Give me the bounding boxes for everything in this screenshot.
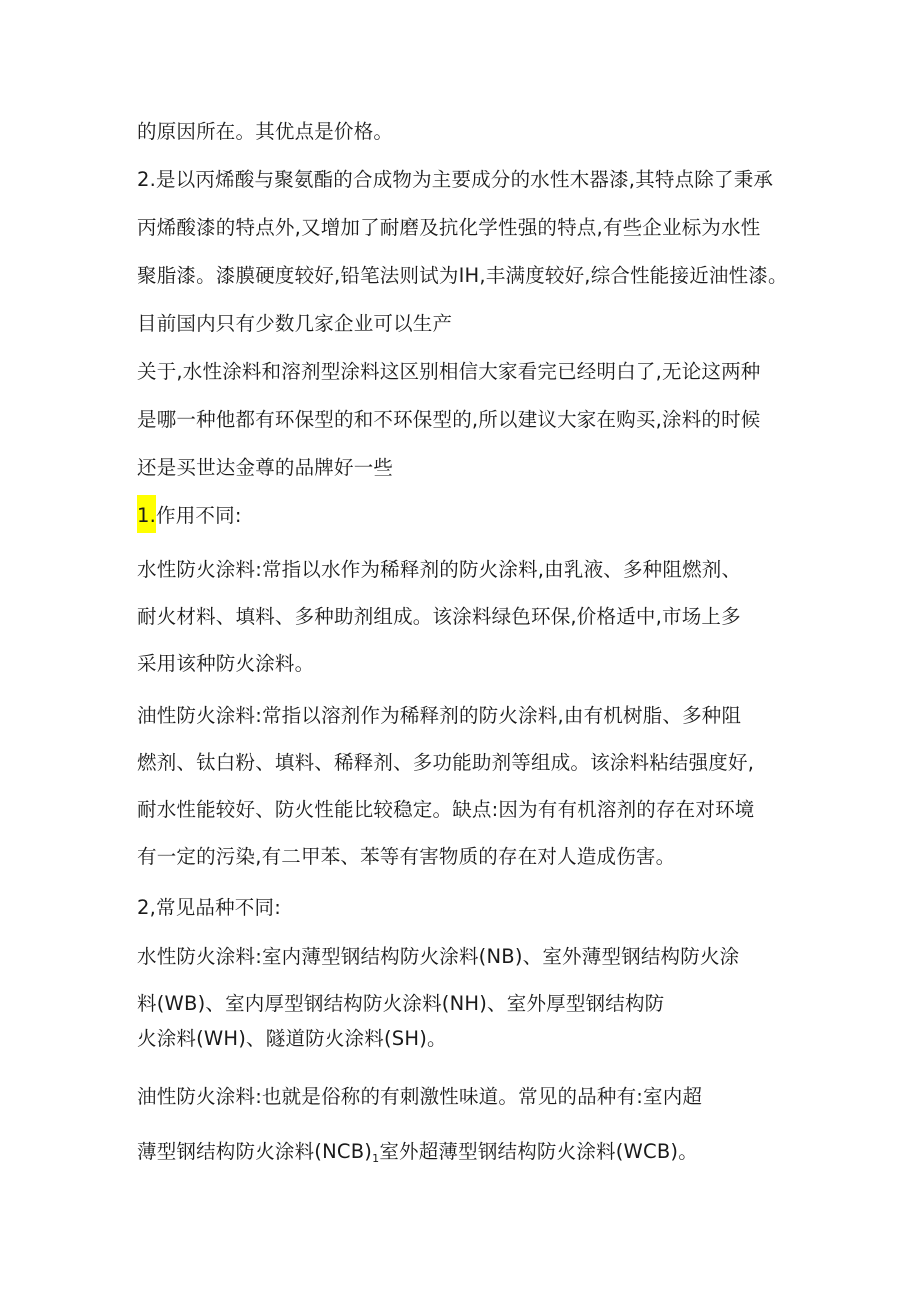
- text-line: 火涂料(WH)、隧道防火涂料(SH)。: [137, 1027, 447, 1050]
- text-line: 有一定的污染,有二甲苯、苯等有害物质的存在对人造成伤害。: [137, 845, 676, 868]
- text-line: 水性防火涂料:常指以水作为稀释剂的防火涂料,由乳液、多种阻燃剂、: [137, 558, 742, 581]
- text-line: 料(WB)、室内厚型钢结构防火涂料(NH)、室外厚型钢结构防: [137, 992, 665, 1015]
- section-heading-2: 2,常见品种不同:: [137, 896, 281, 919]
- text-line: 还是买世达金尊的品牌好一些: [137, 456, 394, 479]
- text-line: 油性防火涂料:常指以溶剂作为稀释剂的防火涂料,由有机树脂、多种阻: [137, 704, 742, 727]
- highlighted-number: 1.: [137, 495, 156, 533]
- text-line: 耐水性能较好、防火性能比较稳定。缺点:因为有有机溶剂的存在对环境: [137, 798, 755, 821]
- subscript-marker: 1: [372, 1152, 380, 1165]
- section-heading-1: [137, 503, 242, 529]
- text-line: 的原因所在。其优点是价格。: [137, 120, 394, 143]
- text-line: 是哪一种他都有环保型的和不环保型的,所以建议大家在购买,涂料的时候: [137, 408, 761, 431]
- text-line: 2.是以丙烯酸与聚氨酯的合成物为主要成分的水性木器漆,其特点除了秉承: [137, 168, 774, 191]
- text-line: 耐火材料、填料、多种助剂组成。该涂料绿色环保,价格适中,市场上多: [137, 605, 741, 628]
- text-line: 目前国内只有少数几家企业可以生产: [137, 312, 453, 335]
- text-line-last: [137, 1139, 698, 1172]
- text-line: 采用该种防火涂料。: [137, 652, 315, 675]
- text-line: 关于,水性涂料和溶剂型涂料这区别相信大家看完已经明白了,无论这两种: [137, 360, 761, 383]
- text-line: 聚脂漆。漆膜硬度较好,铅笔法则试为IH,丰满度较好,综合性能接近油性漆。: [137, 264, 788, 287]
- text-line: 燃剂、钛白粉、填料、稀释剂、多功能助剂等组成。该涂料粘结强度好,: [137, 751, 755, 774]
- section-title: 作用不同:: [156, 504, 242, 527]
- text-fragment: 室外超薄型钢结构防火涂料(WCB)。: [379, 1140, 698, 1163]
- text-line: 丙烯酸漆的特点外,又增加了耐磨及抗化学性强的特点,有些企业标为水性: [137, 216, 761, 239]
- text-fragment: 薄型钢结构防火涂料(NCB): [137, 1140, 373, 1163]
- text-line: 油性防火涂料:也就是俗称的有刺激性味道。常见的品种有:室内超: [137, 1085, 703, 1108]
- text-line: 水性防火涂料:室内薄型钢结构防火涂料(NB)、室外薄型钢结构防火涂: [137, 945, 740, 968]
